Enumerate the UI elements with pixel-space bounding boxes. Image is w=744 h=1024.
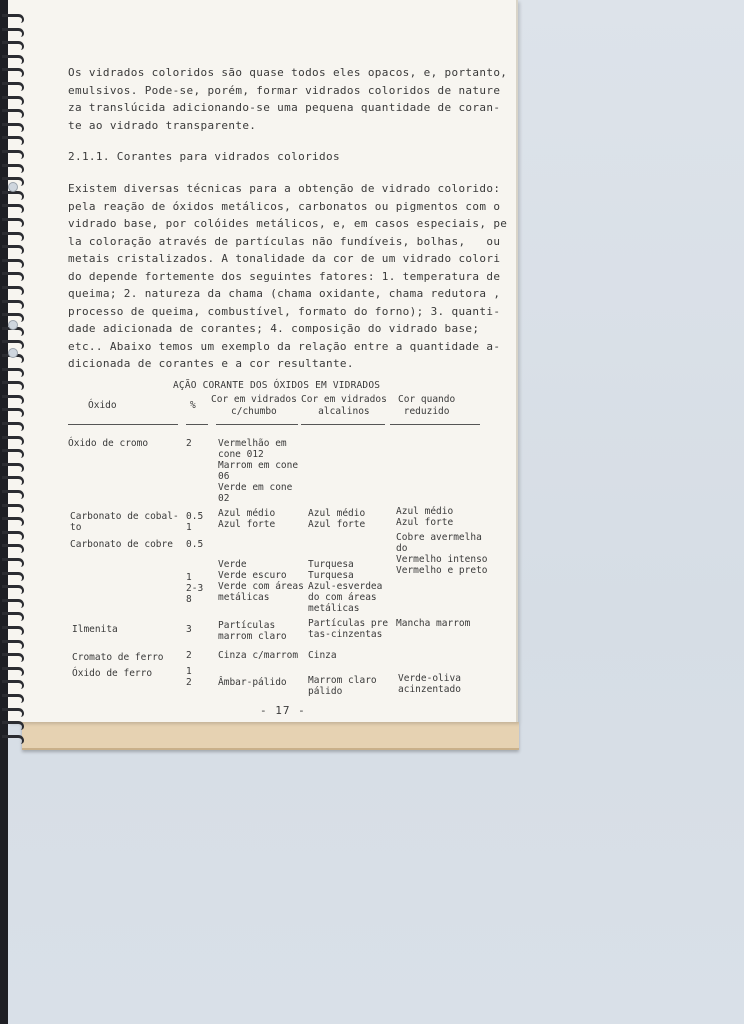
document-page (8, 0, 518, 722)
table-title: AÇÃO CORANTE DOS ÓXIDOS EM VIDRADOS (173, 380, 381, 391)
table-cell-reduced: Verde-oliva acinzentado (398, 673, 461, 695)
header-rule (186, 424, 208, 425)
spiral-coil (2, 218, 24, 227)
header-rule (68, 424, 178, 425)
table-cell-lead: Âmbar-pálido (218, 677, 287, 688)
table-cell-oxide: Óxido de cromo (68, 438, 149, 449)
spiral-coil (2, 531, 24, 540)
spiral-coil (2, 232, 24, 241)
table-cell-alkaline: Partículas pre tas-cinzentas (308, 618, 389, 640)
header-rule (301, 424, 385, 425)
table-cell-oxide: Carbonato de cobal- to (70, 511, 179, 533)
table-cell-reduced: Mancha marrom (396, 618, 471, 629)
spiral-coil (2, 272, 24, 281)
table-cell-oxide: Cromato de ferro (72, 652, 164, 663)
spiral-coil (2, 109, 24, 118)
spiral-coil (2, 164, 24, 173)
spiral-coil (2, 504, 24, 513)
spiral-coil (2, 28, 24, 37)
table-cell-alkaline: Turquesa Turquesa Azul-esverdea do com áreas metálicas (308, 559, 383, 614)
spiral-coil (2, 708, 24, 717)
punch-hole (8, 182, 18, 192)
header-rule (390, 424, 480, 425)
header-rule (216, 424, 298, 425)
spiral-coil (2, 41, 24, 50)
header-reduced: Cor quando reduzido (398, 394, 456, 417)
table-cell-alkaline: Azul médio Azul forte (308, 508, 366, 530)
spiral-coil (2, 245, 24, 254)
spiral-coil (2, 381, 24, 390)
spiral-coil (2, 55, 24, 64)
spiral-coil (2, 490, 24, 499)
table-cell-percent: 3 (186, 624, 192, 635)
spiral-binding (0, 0, 26, 735)
spiral-coil (2, 136, 24, 145)
page-number: - 17 - (260, 704, 306, 717)
table-cell-oxide: Óxido de ferro (72, 668, 153, 679)
spiral-coil (2, 82, 24, 91)
spiral-coil (2, 721, 24, 730)
table-cell-lead: Azul médio Azul forte (218, 508, 276, 530)
spiral-coil (2, 463, 24, 472)
header-percent: % (190, 400, 196, 411)
table-cell-percent: 1 2 (186, 666, 192, 688)
spiral-coil (2, 667, 24, 676)
spiral-coil (2, 68, 24, 77)
spiral-coil (2, 395, 24, 404)
table-cell-lead: Cinza c/marrom (218, 650, 299, 661)
notebook-back-cover (22, 722, 519, 750)
table-cell-alkaline: Cinza (308, 650, 337, 661)
spiral-coil (2, 680, 24, 689)
table-cell-percent: 0.5 1 (186, 511, 204, 533)
spiral-coil (2, 612, 24, 621)
table-cell-reduced: Azul médio Azul forte (396, 506, 454, 528)
spiral-coil (2, 300, 24, 309)
spiral-coil (2, 558, 24, 567)
punch-hole (8, 348, 18, 358)
spiral-coil (2, 408, 24, 417)
section-title: 2.1.1. Corantes para vidrados coloridos (68, 150, 340, 163)
spiral-coil (2, 735, 24, 744)
spiral-coil (2, 572, 24, 581)
table-cell-alkaline: Marrom claro pálido (308, 675, 377, 697)
spiral-coil (2, 204, 24, 213)
spiral-coil (2, 422, 24, 431)
spiral-coil (2, 599, 24, 608)
spiral-coil (2, 626, 24, 635)
punch-hole (8, 320, 18, 330)
spiral-coil (2, 191, 24, 200)
spiral-coil (2, 517, 24, 526)
table-cell-lead: Verde Verde escuro Verde com áreas metálicas (218, 559, 304, 603)
table-cell-lead: Partículas marrom claro (218, 620, 287, 642)
spiral-coil (2, 653, 24, 662)
spiral-coil (2, 544, 24, 553)
table-cell-lead: Vermelhão em cone 012 Marrom em cone 06 Verde em cone 02 (218, 438, 299, 504)
spiral-coil (2, 286, 24, 295)
spiral-coil (2, 150, 24, 159)
spiral-coil (2, 14, 24, 23)
spiral-coil (2, 368, 24, 377)
spiral-coil (2, 640, 24, 649)
paragraph-techniques: Existem diversas técnicas para a obtenção de vidrado colorido: pela reação de óxidos metálicos, carbonatos ou pigmentos com o vidrado base, por colóides metálicos, e, em casos especiais, pe la coloração através de partículas não fundíveis, bolhas, ou metais cristalizados. A tonalidade da cor de um vidrado colori do depende fortemente dos seguintes fatores: 1. temperatura de queima; 2. natureza da chama (chama oxidante, chama redutora , processo de queima, combustível, formato do forno); 3. quanti- dade adicionada de corantes; 4. composição do vidrado base; etc.. Abaixo temos um exemplo da relação entre a quantidade a- dicionada de corantes e a cor resultante. (68, 182, 508, 370)
table-cell-oxide: Carbonato de cobre (70, 539, 173, 550)
table-cell-percent: 0.5 1 2-3 8 (186, 539, 204, 605)
spiral-coil (2, 449, 24, 458)
spiral-coil (2, 436, 24, 445)
paragraph-intro: Os vidrados coloridos são quase todos eles opacos, e, portanto, emulsivos. Pode-se, porém, formar vidrados coloridos de nature za translúcida adicionando-se uma pequena quantidade de coran- te ao vidrado transparente. (68, 66, 508, 132)
header-alkaline-glaze: Cor em vidrados alcalinos (301, 394, 387, 417)
spiral-coil (2, 694, 24, 703)
spiral-coil (2, 259, 24, 268)
header-oxido: Óxido (88, 400, 117, 411)
spiral-coil (2, 476, 24, 485)
spiral-coil (2, 96, 24, 105)
table-cell-reduced: Cobre avermelha do Vermelho intenso Vermelho e preto (396, 532, 488, 576)
header-lead-glaze: Cor em vidrados c/chumbo (211, 394, 297, 417)
table-cell-percent: 2 (186, 438, 192, 449)
table-cell-oxide: Ilmenita (72, 624, 118, 635)
spiral-coil (2, 123, 24, 132)
spiral-coil (2, 585, 24, 594)
table-cell-percent: 2 (186, 650, 192, 661)
